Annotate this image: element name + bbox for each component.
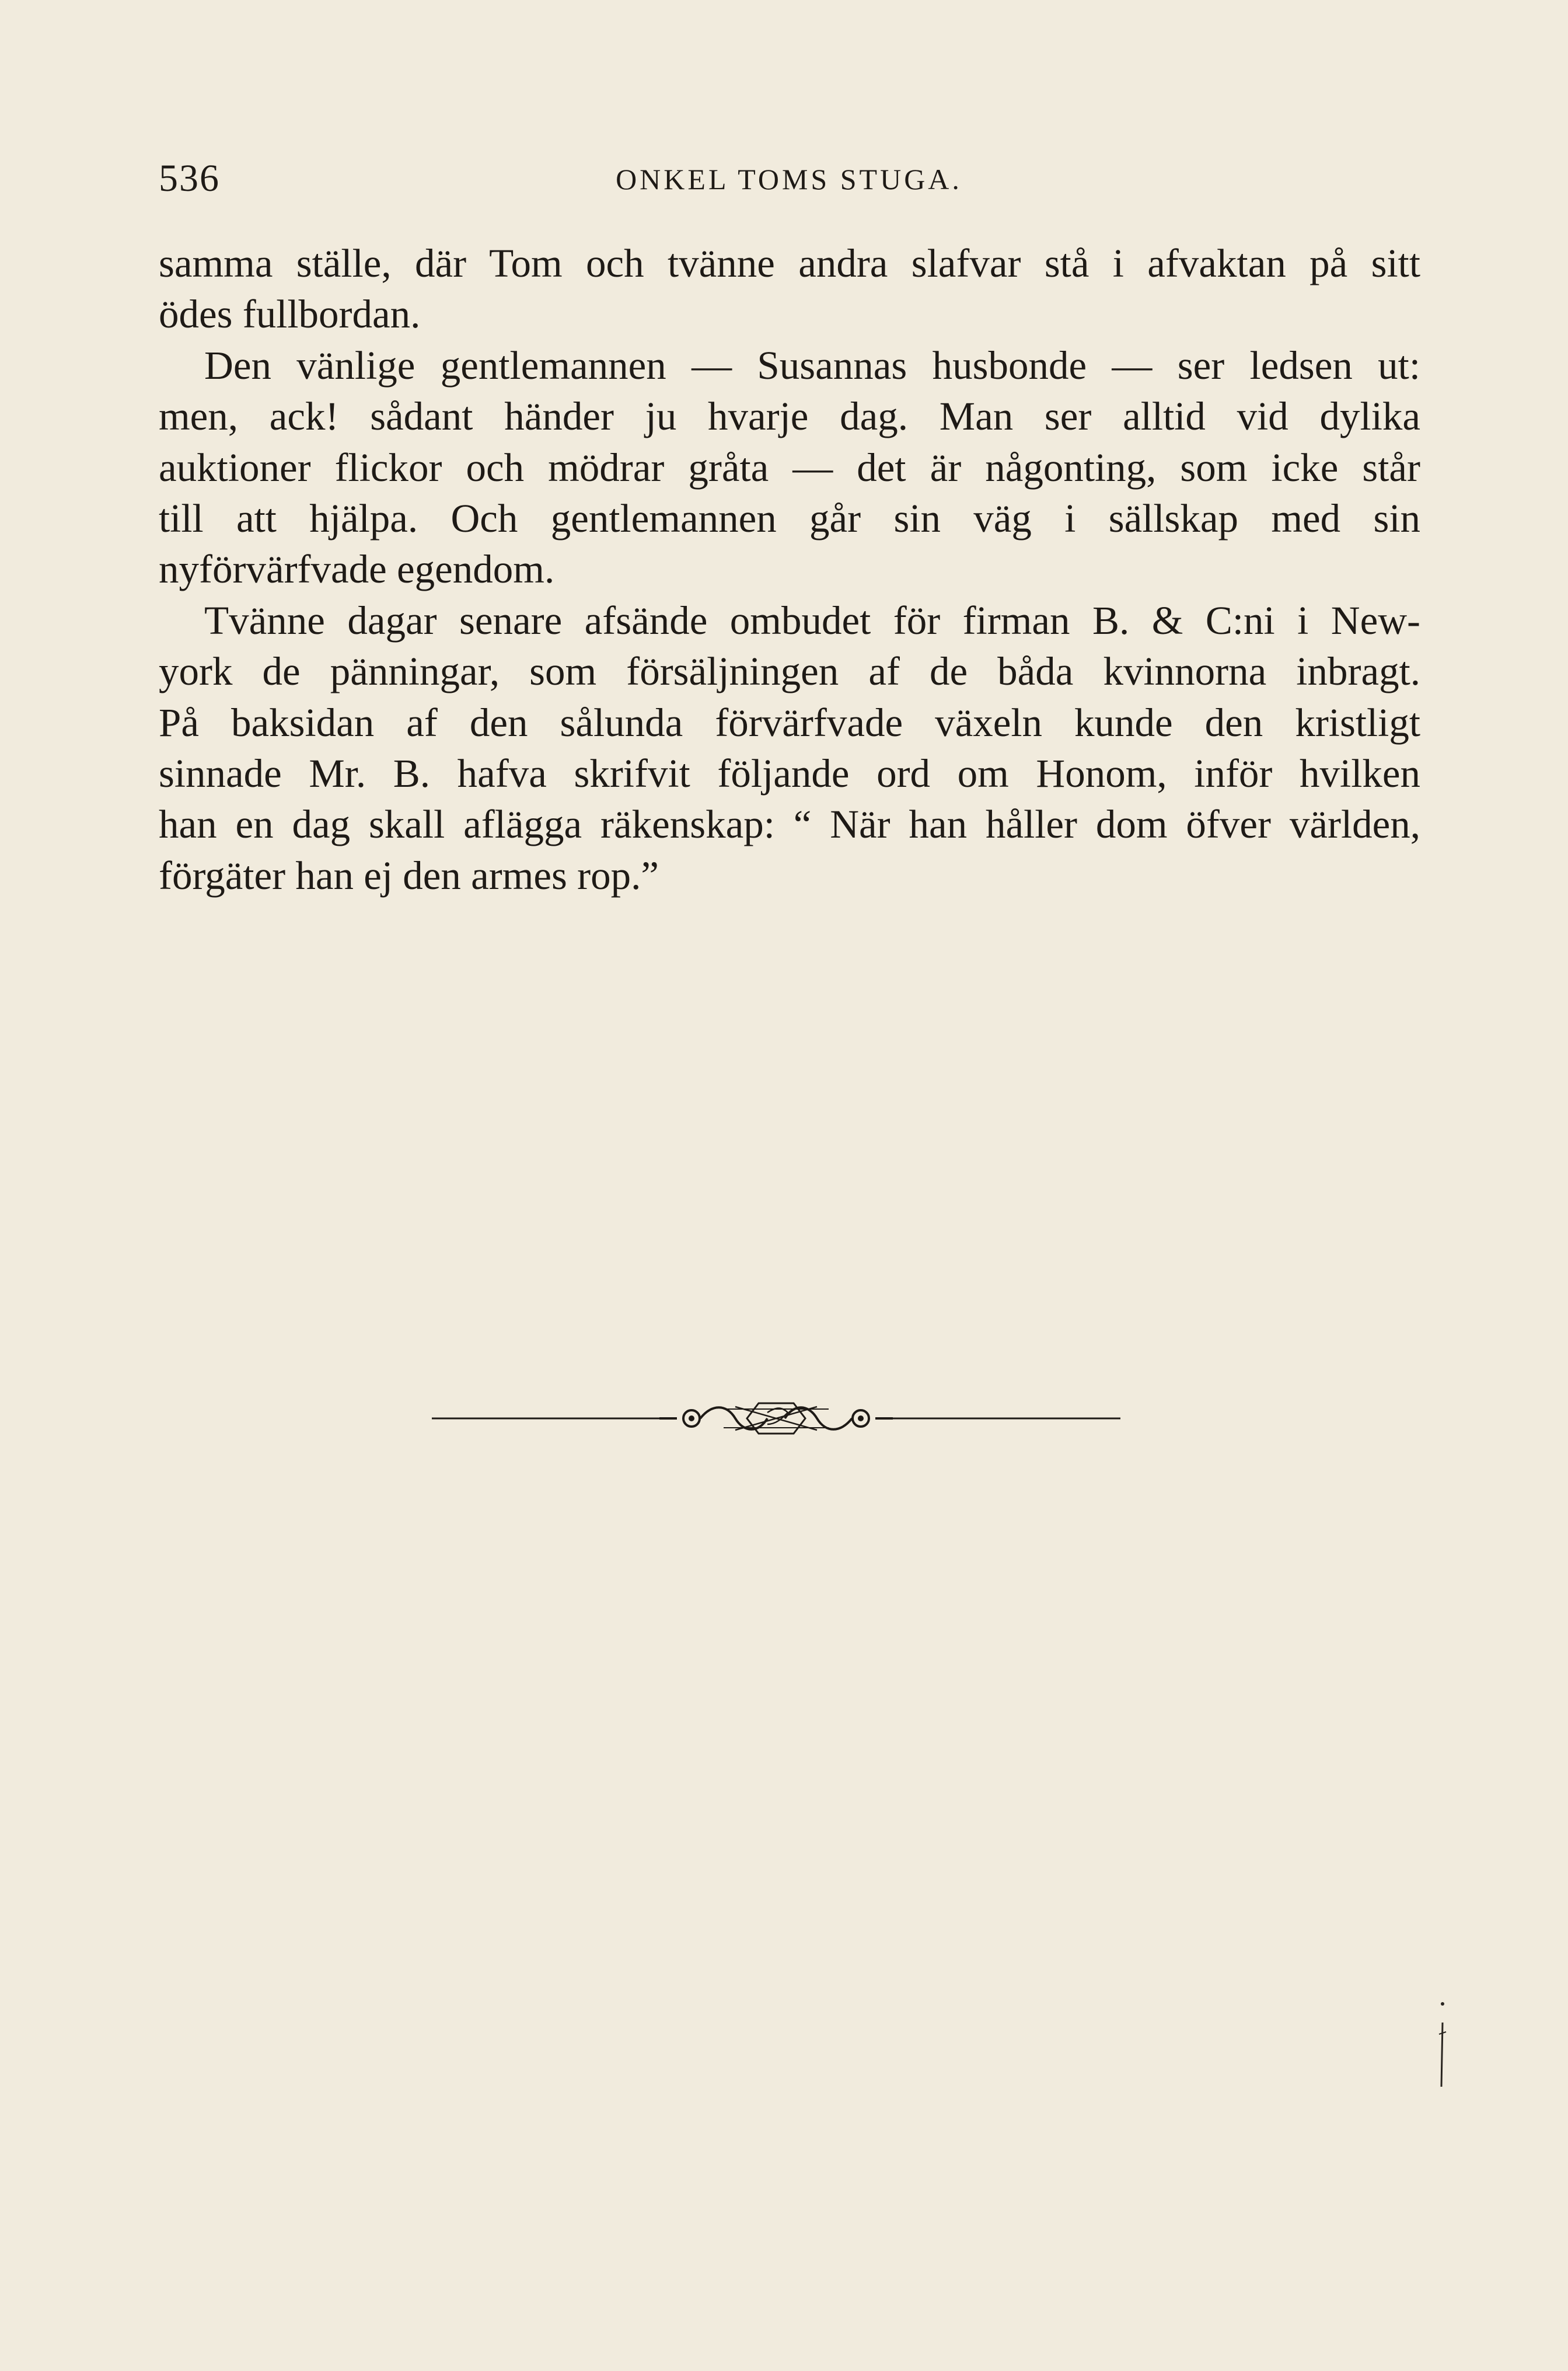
text-line: Den vänlige gentlemannen — Susannas husbonde — ser ledsen ut:: [204, 343, 1420, 388]
text-line: På baksidan af den sålunda förvärfvade växeln kunde den kristligt: [159, 700, 1420, 745]
running-head: [159, 156, 1419, 209]
text-line: auktioner flickor och mödrar gråta — det är någonting, som icke står: [159, 445, 1420, 490]
body-text: [159, 238, 1420, 901]
text-line: nyförvärfvade egendom.: [159, 547, 555, 592]
text-line: samma ställe, där Tom och tvänne andra slafvar stå i afvaktan på sitt: [159, 241, 1420, 285]
decorative-rule-icon: [432, 1401, 1120, 1453]
text-line: förgäter han ej den armes rop.”: [159, 853, 659, 898]
text-line: ödes fullbordan.: [159, 292, 421, 337]
running-title: ONKEL TOMS STUGA.: [616, 163, 962, 196]
text-line: Tvänne dagar senare afsände ombudet för firman B. & C:ni i New-: [204, 598, 1420, 643]
text-line: han en dag skall aflägga räkenskap: “ När han håller dom öfver världen,: [159, 802, 1420, 847]
page-number: 536: [159, 157, 220, 200]
text-line: till att hjälpa. Och gentlemannen går sin väg i sällskap med sin: [159, 496, 1420, 541]
text-line: men, ack! sådant händer ju hvarje dag. Man ser alltid vid dylika: [159, 394, 1420, 439]
margin-mark: [1437, 1999, 1448, 2093]
text-line: sinnade Mr. B. hafva skrifvit följande ord om Honom, inför hvilken: [159, 751, 1420, 796]
text-line: york de pänningar, som försäljningen af de båda kvinnorna inbragt.: [159, 649, 1420, 694]
